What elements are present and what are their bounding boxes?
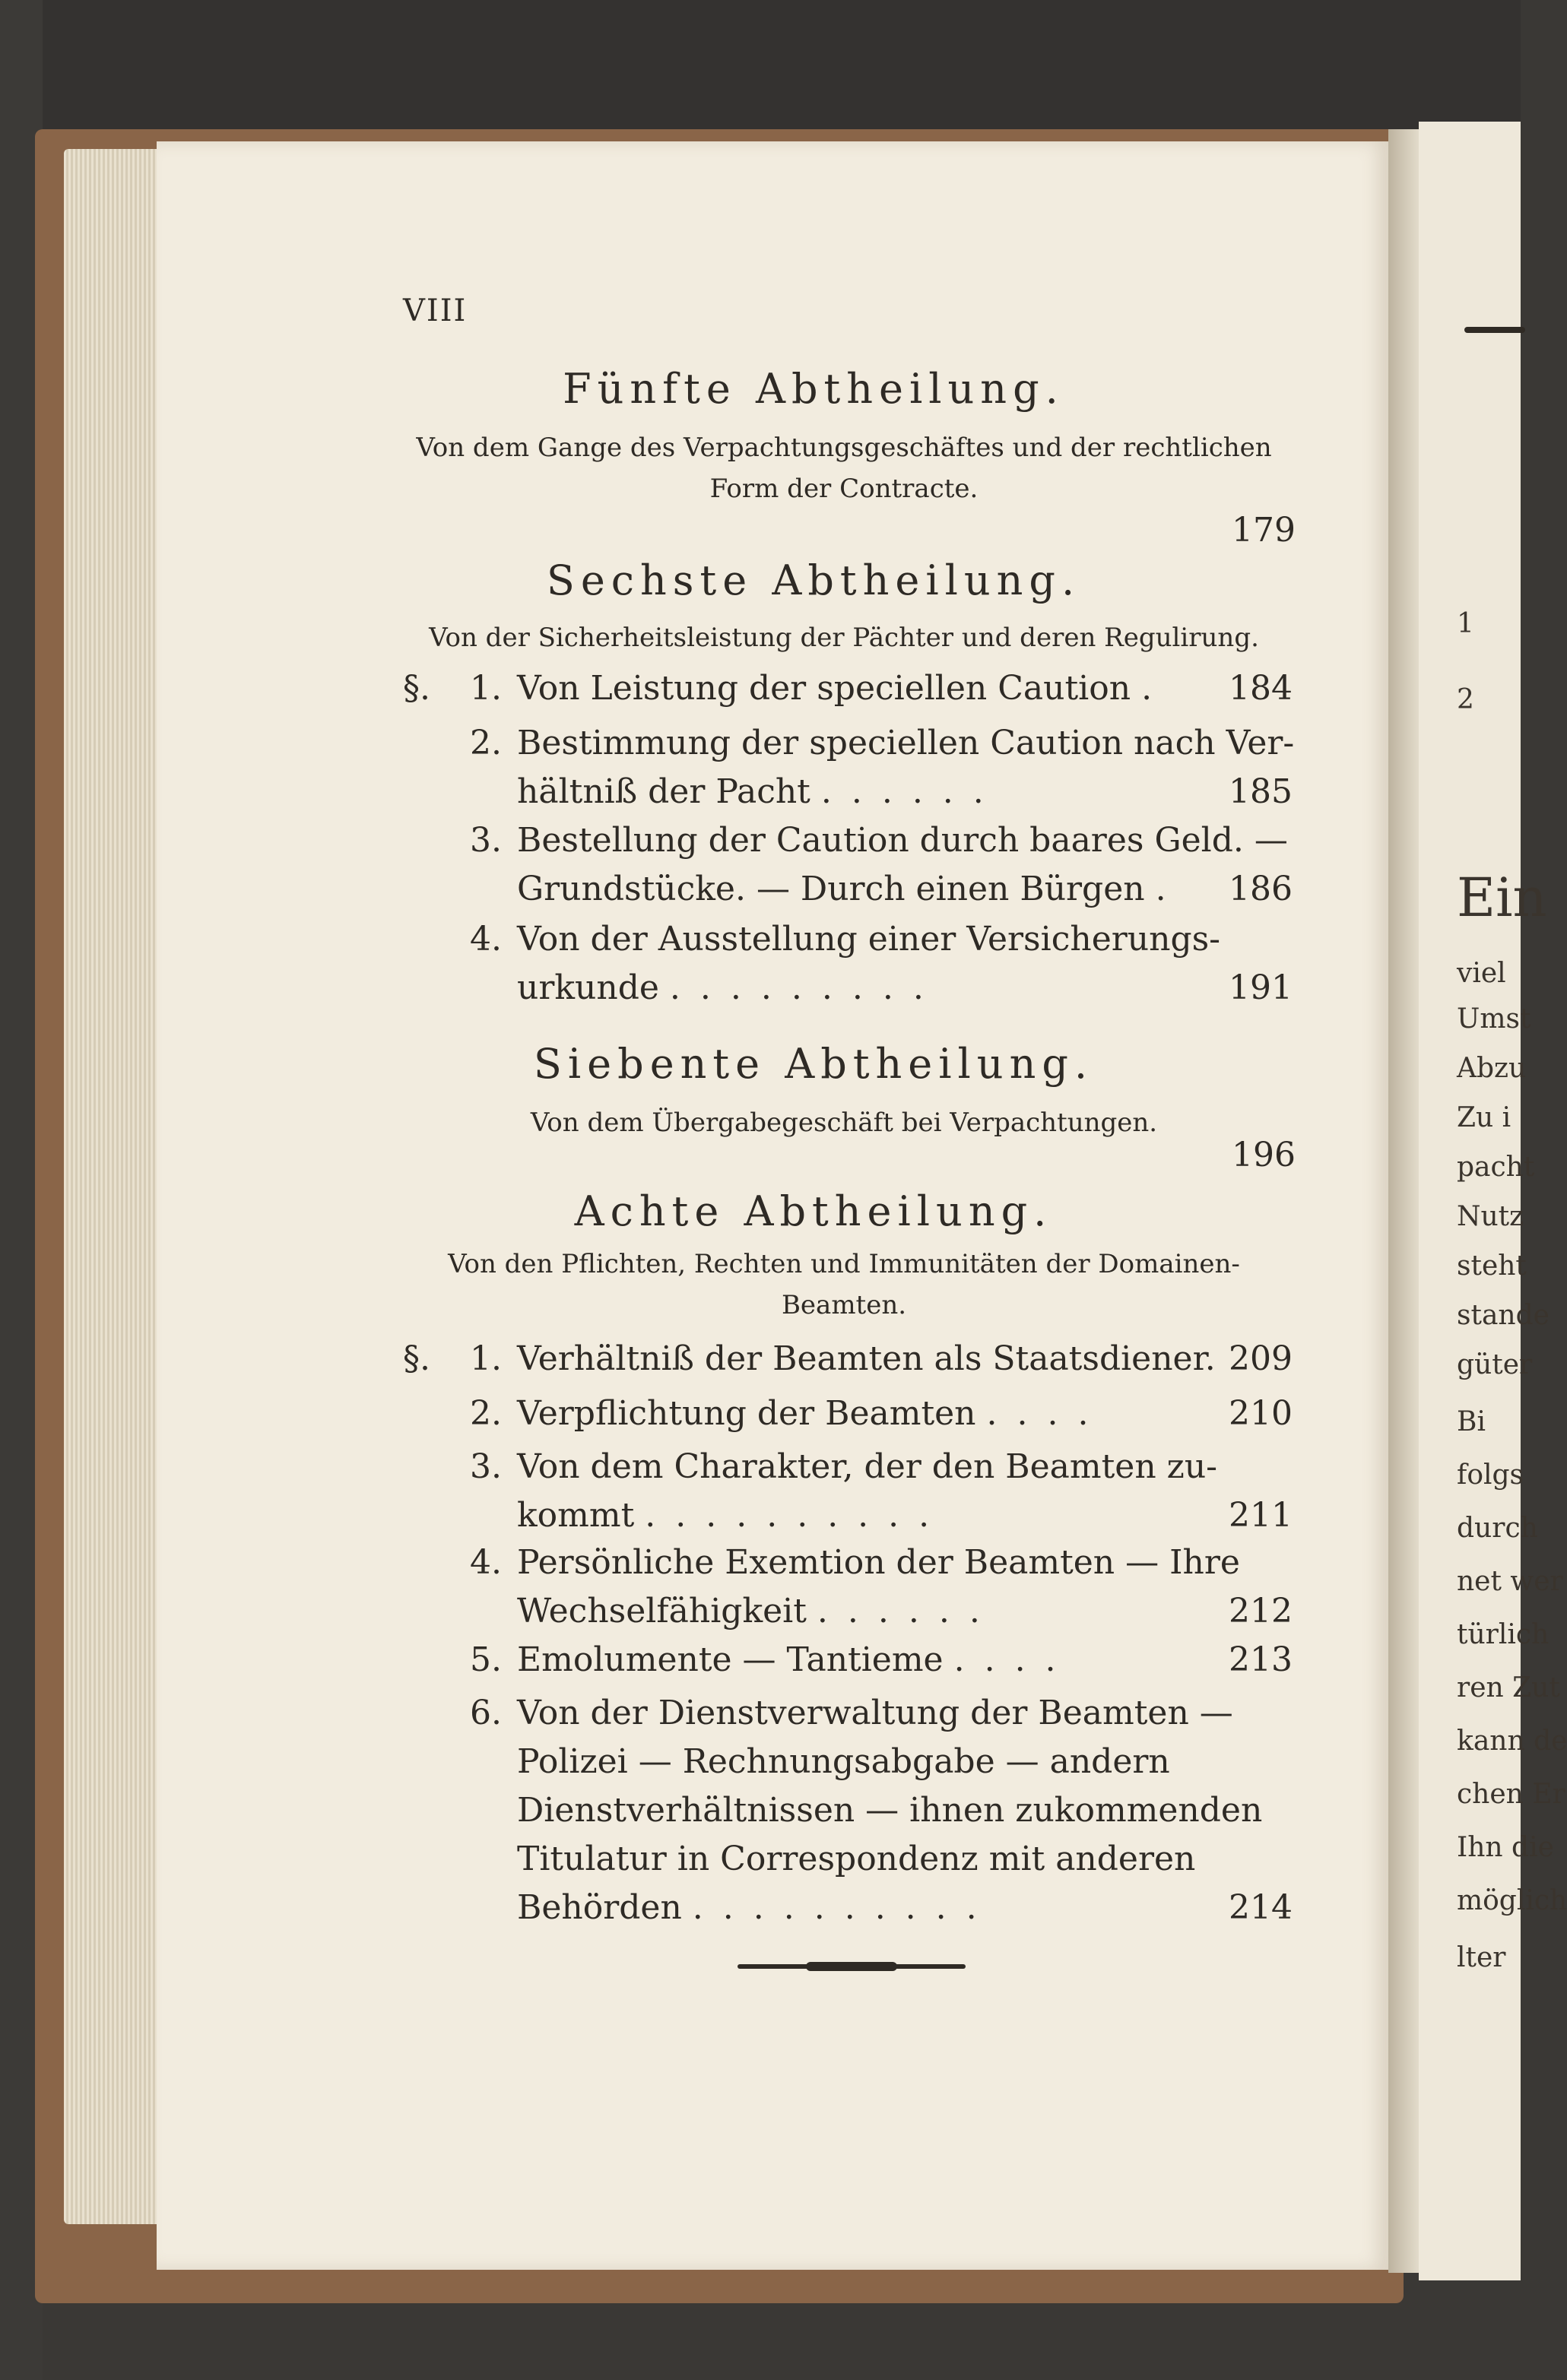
entry-number: 1. xyxy=(470,669,502,708)
facing-text: Ihn die xyxy=(1457,1832,1554,1863)
toc-entry: 2. Verpflichtung der Beamten .... 210 xyxy=(403,1394,1293,1493)
facing-text: lter xyxy=(1457,1942,1506,1973)
entry-number: 6. xyxy=(470,1694,502,1732)
entry-title: Von Leistung der speciellen Caution xyxy=(517,669,1131,708)
facing-text: Ein xyxy=(1457,867,1547,929)
facing-page-rule xyxy=(1464,327,1525,333)
facing-text: viel xyxy=(1457,958,1506,989)
entry-number: 5. xyxy=(470,1640,502,1679)
facing-text: Nutz xyxy=(1457,1201,1524,1232)
page-number: 196 xyxy=(1232,1136,1296,1174)
entry-title-cont: kommt xyxy=(517,1496,635,1535)
entry-title-cont: Titulatur in Correspondenz mit anderen xyxy=(517,1840,1196,1878)
paragraph-sign: §. xyxy=(403,1339,430,1378)
facing-text: Zu i xyxy=(1457,1102,1511,1133)
entry-title: Bestellung der Caution durch baares Geld. — xyxy=(517,821,1288,860)
facing-text: kann de xyxy=(1457,1726,1567,1757)
entry-title: Persönliche Exemtion der Beamten — Ihre xyxy=(517,1543,1240,1582)
facing-text: chen Er xyxy=(1457,1779,1565,1810)
entry-title-cont: hältniß der Pacht xyxy=(517,772,810,811)
toc-entry: 3. Von dem Charakter, der den Beamten zu- kommt .......... 211 xyxy=(403,1447,1293,1546)
entry-number: 2. xyxy=(470,1394,502,1433)
entry-page: 210 xyxy=(1229,1394,1293,1433)
entry-title: Von der Dienstverwaltung der Beamten — xyxy=(517,1694,1233,1732)
facing-text: güter xyxy=(1457,1349,1533,1380)
entry-title-cont: Behörden xyxy=(517,1888,682,1927)
facing-text: ren Zut xyxy=(1457,1672,1560,1703)
section-subtitle: Von der Sicherheitsleistung der Pächter und deren Regulirung. xyxy=(429,623,1259,653)
entry-page: 186 xyxy=(1229,870,1293,908)
facing-text: türlich xyxy=(1457,1619,1550,1650)
facing-text: stande xyxy=(1457,1300,1550,1331)
entry-title-cont: Grundstücke. — Durch einen Bürgen xyxy=(517,870,1145,908)
entry-page: 213 xyxy=(1229,1640,1293,1679)
entry-number: 1. xyxy=(470,1339,502,1378)
facing-text: folgs xyxy=(1457,1459,1524,1491)
entry-page: 212 xyxy=(1229,1592,1293,1631)
entry-title-cont: urkunde xyxy=(517,968,659,1007)
paragraph-sign: §. xyxy=(403,669,430,708)
entry-title-cont: Polizei — Rechnungsabgabe — andern xyxy=(517,1742,1170,1781)
entry-title: Bestimmung der speciellen Caution nach Ver- xyxy=(517,724,1295,762)
entry-number: 4. xyxy=(470,1543,502,1582)
toc-entry: 5. Emolumente — Tantieme .... 213 xyxy=(403,1640,1293,1739)
facing-text: möglich xyxy=(1457,1885,1567,1916)
toc-entry: 3. Bestellung der Caution durch baares Geld. — Grundstücke. — Durch einen Bürgen . 186 xyxy=(403,821,1293,920)
entry-title-cont: Dienstverhältnissen — ihnen zukommenden xyxy=(517,1791,1263,1830)
entry-title-cont: Wechselfähigkeit xyxy=(517,1592,807,1631)
entry-number: 3. xyxy=(470,821,502,860)
facing-text: durch xyxy=(1457,1513,1538,1544)
running-head: VIII xyxy=(403,293,468,328)
toc-entry: 4. Persönliche Exemtion der Beamten — Ihre Wechselfähigkeit ...... 212 xyxy=(403,1543,1293,1642)
entry-title: Von dem Charakter, der den Beamten zu- xyxy=(517,1447,1218,1486)
facing-text: Abzu xyxy=(1457,1053,1527,1084)
toc-entry: 6. Von der Dienstverwaltung der Beamten — Polizei — Rechnungsabgabe — andern Dienstverhältnissen — ihnen zukommenden Titulatur in Correspondenz mit anderen Behörden .......... 214 xyxy=(403,1694,1293,1944)
backdrop xyxy=(0,0,1521,144)
facing-text: 1 xyxy=(1457,608,1474,639)
entry-number: 2. xyxy=(470,724,502,762)
section-subtitle: Von dem Gange des Verpachtungsgeschäftes und der rechtlichen Form der Contracte. xyxy=(416,433,1272,504)
entry-page: 191 xyxy=(1229,968,1293,1007)
section-heading: Fünfte Abtheilung. xyxy=(563,365,1064,413)
entry-number: 3. xyxy=(470,1447,502,1486)
entry-page: 185 xyxy=(1229,772,1293,811)
section-subtitle: Von dem Übergabegeschäft bei Verpachtungen. xyxy=(530,1108,1158,1138)
facing-text: net wer xyxy=(1457,1566,1563,1597)
entry-title: Verpflichtung der Beamten xyxy=(517,1394,976,1433)
toc-entry: 4. Von der Ausstellung einer Versicherungs- urkunde ......... 191 xyxy=(403,920,1293,1019)
book-gutter xyxy=(1388,129,1422,2273)
section-heading: Achte Abtheilung. xyxy=(574,1187,1053,1235)
facing-text: Umst xyxy=(1457,1003,1531,1035)
entry-page: 209 xyxy=(1229,1339,1293,1378)
entry-page: 214 xyxy=(1229,1888,1293,1927)
facing-text: 2 xyxy=(1457,684,1474,715)
section-heading: Sechste Abtheilung. xyxy=(546,556,1081,604)
facing-text: steht xyxy=(1457,1250,1527,1282)
entry-title: Von der Ausstellung einer Versicherungs- xyxy=(517,920,1221,959)
toc-entry: §. 1. Von Leistung der speciellen Caution . 184 xyxy=(403,669,1293,708)
entry-page: 184 xyxy=(1229,669,1293,708)
section-heading: Siebente Abtheilung. xyxy=(533,1040,1094,1088)
entry-number: 4. xyxy=(470,920,502,959)
facing-text: pacht xyxy=(1457,1152,1535,1183)
facing-page xyxy=(1419,122,1567,2280)
entry-page: 211 xyxy=(1229,1496,1293,1535)
entry-title: Emolumente — Tantieme xyxy=(517,1640,944,1679)
page-number: 179 xyxy=(1232,511,1296,550)
end-ornament-rule xyxy=(738,1964,966,1969)
section-subtitle: Von den Pflichten, Rechten und Immunitäten der Domainen-Beamten. xyxy=(448,1249,1240,1320)
facing-text: Bi xyxy=(1457,1406,1486,1437)
page-edges xyxy=(64,149,164,2224)
toc-entry: 2. Bestimmung der speciellen Caution nach Ver- hältniß der Pacht ...... 185 xyxy=(403,724,1293,822)
entry-title: Verhältniß der Beamten als Staatsdiener. xyxy=(517,1339,1216,1378)
